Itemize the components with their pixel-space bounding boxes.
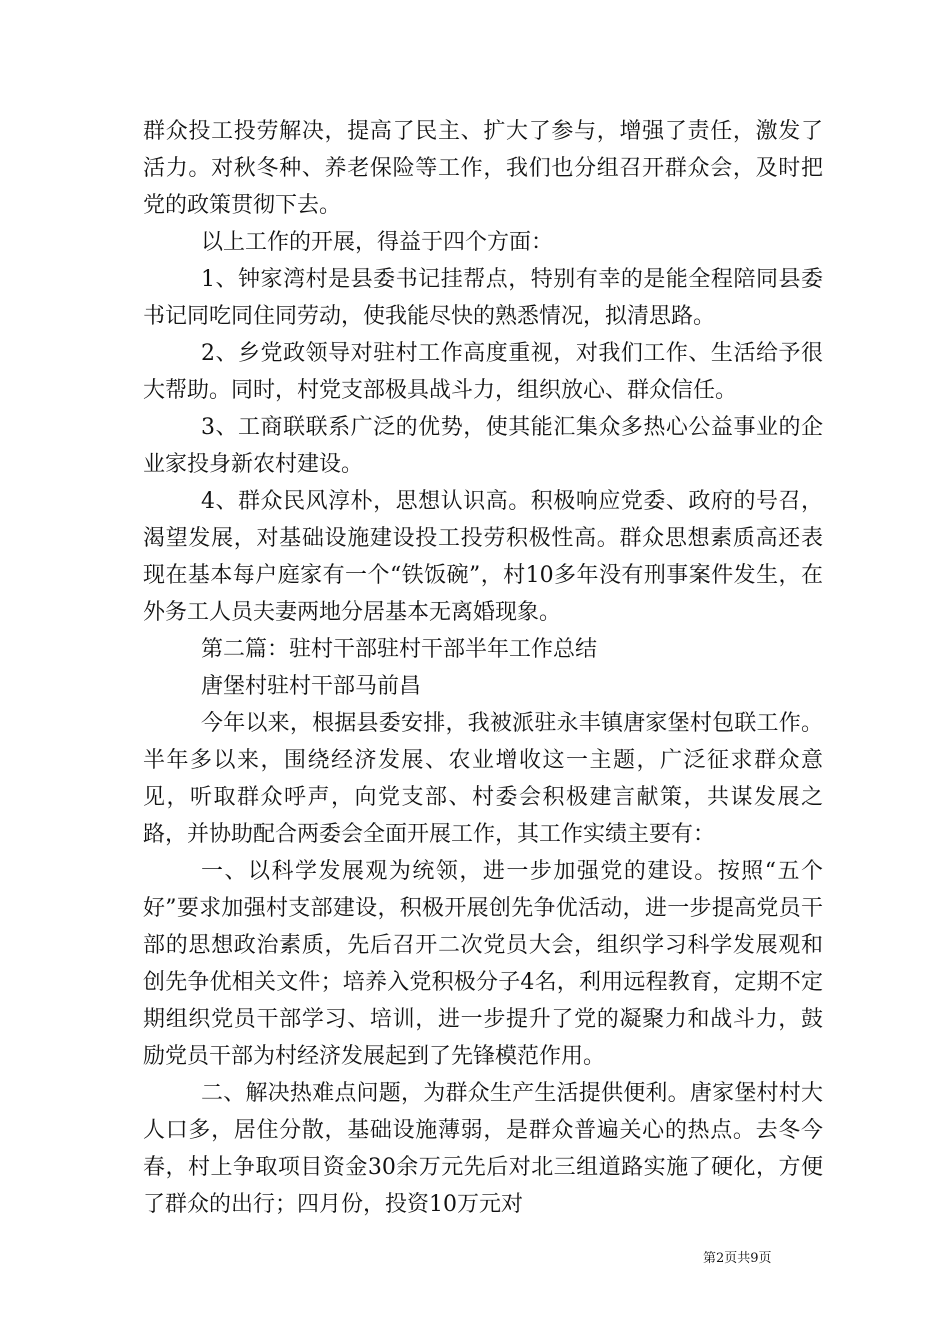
paragraph-10: 一、以科学发展观为统领，进一步加强党的建设。按照“五个好”要求加强村支部建设，积极开展创先争优活动，进一步提高党员干部的思想政治素质，先后召开二次党员大会，组织学习科学发展观和创先争优相关文件；培养入党积极分子4名，利用远程教育，定期不定期组织党员干部学习、培训，进一步提升了党的凝聚力和战斗力，鼓励党员干部为村经济发展起到了先锋模范作用。 xyxy=(143,859,823,1069)
author-line: 唐堡村驻村干部马前昌 xyxy=(201,674,422,699)
section-heading: 第二篇：驻村干部驻村干部半年工作总结 xyxy=(201,637,598,662)
paragraph-3: 1、钟家湾村是县委书记挂帮点，特别有幸的是能全程陪同县委书记同吃同住同劳动，使我能尽快的熟悉情况，拟清思路。 xyxy=(143,267,823,329)
paragraph-1: 群众投工投劳解决，提高了民主、扩大了参与，增强了责任，激发了活力。对秋冬种、养老保险等工作，我们也分组召开群众会，及时把党的政策贯彻下去。 xyxy=(143,119,823,218)
document-body xyxy=(143,113,823,1223)
paragraph-6: 4、群众民风淳朴，思想认识高。积极响应党委、政府的号召，渴望发展，对基础设施建设投工投劳积极性高。群众思想素质高还表现在基本每户庭家有一个“铁饭碗”，村10多年没有刑事案件发生，在外务工人员夫妻两地分居基本无离婚现象。 xyxy=(143,489,823,625)
paragraph-5: 3、工商联联系广泛的优势，使其能汇集众多热心公益事业的企业家投身新农村建设。 xyxy=(143,415,823,477)
paragraph-9: 今年以来，根据县委安排，我被派驻永丰镇唐家堡村包联工作。半年多以来，围绕经济发展、农业增收这一主题，广泛征求群众意见，听取群众呼声，向党支部、村委会积极建言献策，共谋发展之路，并协助配合两委会全面开展工作，其工作实绩主要有： xyxy=(143,711,823,847)
paragraph-2: 以上工作的开展，得益于四个方面： xyxy=(201,230,554,255)
paragraph-11: 二、解决热难点问题，为群众生产生活提供便利。唐家堡村村大人口多，居住分散，基础设施薄弱，是群众普遍关心的热点。去冬今春，村上争取项目资金30余万元先后对北三组道路实施了硬化，方便了群众的出行；四月份，投资10万元对 xyxy=(143,1081,823,1217)
paragraph-4: 2、乡党政领导对驻村工作高度重视，对我们工作、生活给予很大帮助。同时，村党支部极具战斗力，组织放心、群众信任。 xyxy=(143,341,823,403)
page-number: 第2页共9页 xyxy=(703,1251,772,1266)
